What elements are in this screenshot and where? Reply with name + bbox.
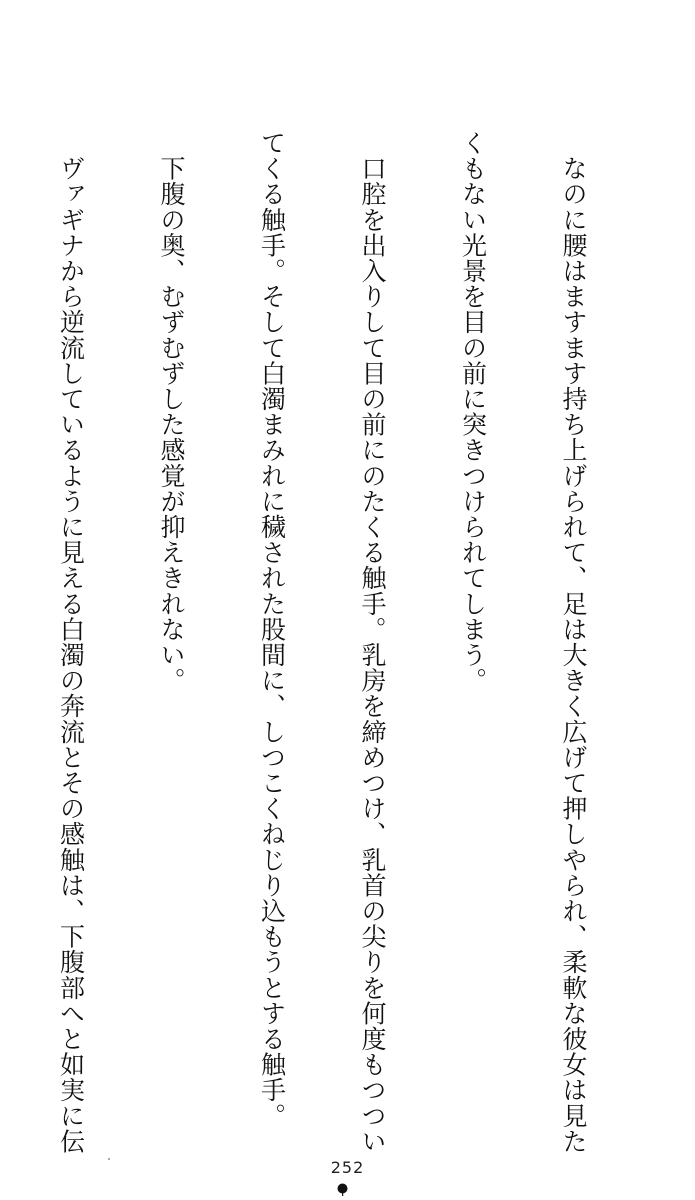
- text-column: てくる触手。そして白濁まみれに穢された股間に、しつこくねじり込もうとする触手。: [257, 130, 287, 1129]
- text-column: くもない光景を目の前に突きつけられてしまう。: [458, 130, 488, 694]
- page-number: 252: [330, 1158, 365, 1177]
- text-column: 下腹の奥、むずむずした感覚が抑えきれない。: [157, 130, 186, 694]
- text-column: ヴァギナから逆流しているように見える白濁の奔流とその感触は、下腹部へと如実に伝: [56, 130, 86, 1154]
- text-column: 口腔を出入りして目の前にのたくる触手。乳房を締めつけ、乳首の尖りを何度もつつい: [358, 130, 387, 1154]
- vertical-text-body: [56, 130, 657, 1154]
- text-column: なのに腰はますます持ち上げられて、足は大きく広げて押しやられ、柔軟な彼女は見た: [559, 130, 588, 1154]
- page-marker-dot-icon: [337, 1183, 348, 1196]
